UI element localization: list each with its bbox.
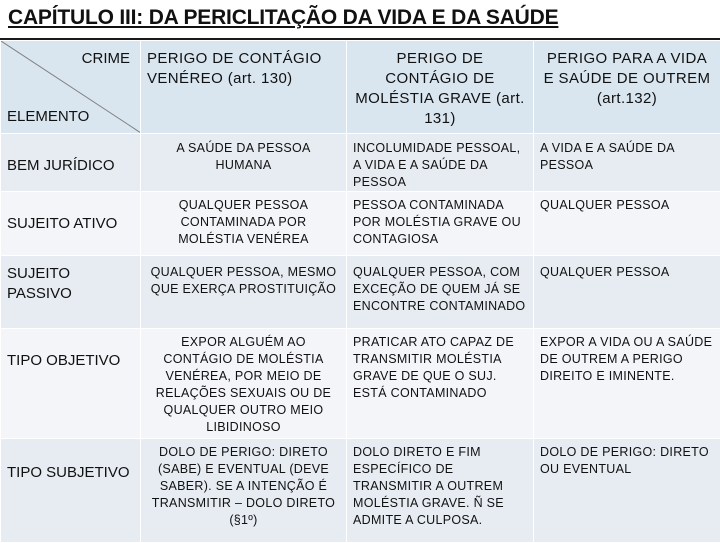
table-cell: DOLO DE PERIGO: DIRETO (SABE) E EVENTUAL (DEVE SABER). SE A INTENÇÃO É TRANSMITIR – DOLO DIRETO (§1º): [141, 439, 347, 543]
header-col3: [534, 41, 720, 134]
table-row: [1, 134, 720, 192]
table-cell: INCOLUMIDADE PESSOAL, A VIDA E A SAÚDE DA PESSOA: [347, 134, 534, 192]
row-label: BEM JURÍDICO: [1, 134, 141, 192]
header-col2-text: PERIGO DE CONTÁGIO DE MOLÉSTIA GRAVE (art. 131): [347, 41, 533, 129]
table-cell: QUALQUER PESSOA: [534, 256, 720, 329]
page-title-bar: [0, 0, 720, 40]
corner-label-crime: CRIME: [82, 50, 130, 67]
comparison-table: [0, 40, 720, 543]
page-title: CAPÍTULO III: DA PERICLITAÇÃO DA VIDA E DA SAÚDE: [8, 6, 558, 30]
table-cell: QUALQUER PESSOA, COM EXCEÇÃO DE QUEM JÁ SE ENCONTRE CONTAMINADO: [347, 256, 534, 329]
header-col2: [347, 41, 534, 134]
table-row: [1, 329, 720, 439]
header-col3-text: PERIGO PARA A VIDA E SAÚDE DE OUTREM (art.132): [534, 41, 720, 109]
table-row: [1, 439, 720, 543]
header-row: [1, 41, 720, 134]
header-col1-text: PERIGO DE CONTÁGIO VENÉREO (art. 130): [141, 41, 346, 89]
table-row: [1, 192, 720, 256]
table-cell: DOLO DIRETO E FIM ESPECÍFICO DE TRANSMITIR A OUTREM MOLÉSTIA GRAVE. Ñ SE ADMITE A CULPOSA.: [347, 439, 534, 543]
row-label: SUJEITO ATIVO: [1, 192, 141, 256]
row-label: SUJEITO PASSIVO: [1, 256, 141, 329]
table-row: [1, 256, 720, 329]
table-cell: EXPOR ALGUÉM AO CONTÁGIO DE MOLÉSTIA VENÉREA, POR MEIO DE RELAÇÕES SEXUAIS OU DE QUALQUER OUTRO MEIO LIBIDINOSO: [141, 329, 347, 439]
table-cell: QUALQUER PESSOA, MESMO QUE EXERÇA PROSTITUIÇÃO: [141, 256, 347, 329]
table-cell: A VIDA E A SAÚDE DA PESSOA: [534, 134, 720, 192]
row-label: TIPO SUBJETIVO: [1, 439, 141, 543]
corner-cell: [1, 41, 141, 134]
table-cell: EXPOR A VIDA OU A SAÚDE DE OUTREM A PERIGO DIREITO E IMINENTE.: [534, 329, 720, 439]
table-cell: QUALQUER PESSOA: [534, 192, 720, 256]
table-cell: PESSOA CONTAMINADA POR MOLÉSTIA GRAVE OU CONTAGIOSA: [347, 192, 534, 256]
table-cell: A SAÚDE DA PESSOA HUMANA: [141, 134, 347, 192]
table-cell: QUALQUER PESSOA CONTAMINADA POR MOLÉSTIA VENÉREA: [141, 192, 347, 256]
table-cell: PRATICAR ATO CAPAZ DE TRANSMITIR MOLÉSTIA GRAVE DE QUE O SUJ. ESTÁ CONTAMINADO: [347, 329, 534, 439]
header-col1: [141, 41, 347, 134]
corner-label-element: ELEMENTO: [7, 108, 89, 125]
row-label: TIPO OBJETIVO: [1, 329, 141, 439]
table-cell: DOLO DE PERIGO: DIRETO OU EVENTUAL: [534, 439, 720, 543]
